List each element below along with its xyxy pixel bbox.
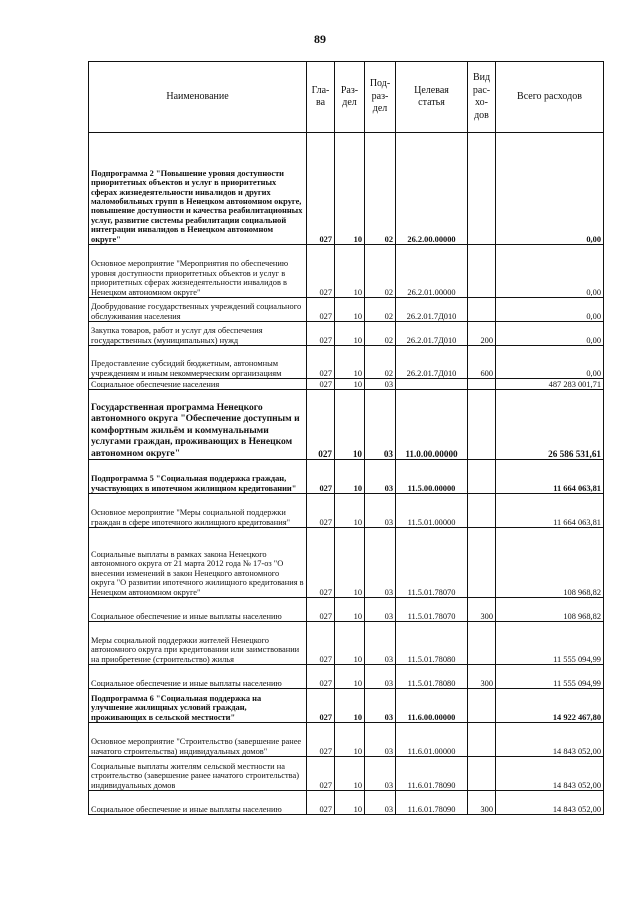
- row-vid: 600: [468, 346, 496, 379]
- row-target: 11.5.01.78080: [396, 665, 468, 689]
- row-target: [396, 379, 468, 390]
- row-glava: 027: [307, 723, 335, 757]
- row-podrazdel: 02: [365, 298, 396, 322]
- row-name: Социальное обеспечение и иные выплаты населению: [89, 665, 307, 689]
- table-row: [89, 689, 604, 723]
- row-podrazdel: 03: [365, 528, 396, 598]
- row-target: 11.5.01.00000: [396, 494, 468, 528]
- row-vid: [468, 133, 496, 245]
- row-vid: 200: [468, 322, 496, 346]
- row-glava: 027: [307, 245, 335, 298]
- row-razdel: 10: [335, 346, 365, 379]
- row-target: 26.2.01.7Д010: [396, 322, 468, 346]
- row-target: 11.5.00.00000: [396, 460, 468, 494]
- row-podrazdel: 03: [365, 689, 396, 723]
- row-podrazdel: 03: [365, 460, 396, 494]
- row-target: 11.5.01.78070: [396, 528, 468, 598]
- row-total: 0,00: [496, 298, 604, 322]
- row-total: 0,00: [496, 133, 604, 245]
- row-podrazdel: 03: [365, 494, 396, 528]
- row-name: Меры социальной поддержки жителей Ненецкого автономного округа при кредитовании или заимствовании на приобретение (строительство) жилья: [89, 622, 307, 665]
- row-name: Социальные выплаты жителям сельской местности на строительство (завершение ранее начатого строительства) индивидуальных домов: [89, 757, 307, 791]
- row-name: Социальное обеспечение и иные выплаты населению: [89, 598, 307, 622]
- row-name: Дообрудование государственных учреждений социального обслуживания населения: [89, 298, 307, 322]
- row-vid: [468, 689, 496, 723]
- row-podrazdel: 02: [365, 346, 396, 379]
- row-vid: 300: [468, 791, 496, 815]
- row-name: Основное мероприятие "Меры социальной поддержки граждан в сфере ипотечного жилищного кредитования": [89, 494, 307, 528]
- row-glava: 027: [307, 379, 335, 390]
- row-razdel: 10: [335, 379, 365, 390]
- row-vid: [468, 622, 496, 665]
- row-podrazdel: 03: [365, 757, 396, 791]
- page-number: 89: [314, 32, 326, 46]
- row-total: 14 843 052,00: [496, 791, 604, 815]
- header-razdel: Раз- дел: [335, 62, 365, 133]
- row-total: 0,00: [496, 245, 604, 298]
- row-total: 108 968,82: [496, 528, 604, 598]
- row-razdel: 10: [335, 598, 365, 622]
- row-razdel: 10: [335, 665, 365, 689]
- row-name: Подпрограмма 5 "Социальная поддержка граждан, участвующих в ипотечном жилищном кредитовании": [89, 460, 307, 494]
- row-glava: 027: [307, 460, 335, 494]
- row-target: 11.6.01.78090: [396, 757, 468, 791]
- table-row: [89, 133, 604, 245]
- row-total: 11 555 094,99: [496, 622, 604, 665]
- row-target: 26.2.01.00000: [396, 245, 468, 298]
- row-glava: 027: [307, 757, 335, 791]
- row-total: 14 843 052,00: [496, 723, 604, 757]
- row-razdel: 10: [335, 723, 365, 757]
- row-podrazdel: 02: [365, 245, 396, 298]
- row-podrazdel: 03: [365, 723, 396, 757]
- table-row: [89, 598, 604, 622]
- row-name: Основное мероприятие "Мероприятия по обеспечению уровня доступности приоритетных объектов и услуг в приоритетных сферах жизнедеятельности инвалидов в Ненецком автономном округе": [89, 245, 307, 298]
- row-glava: 027: [307, 622, 335, 665]
- budget-table: [88, 61, 604, 815]
- row-razdel: 10: [335, 494, 365, 528]
- row-vid: 300: [468, 598, 496, 622]
- row-podrazdel: 02: [365, 133, 396, 245]
- row-glava: 027: [307, 528, 335, 598]
- row-vid: [468, 245, 496, 298]
- row-name: Социальное обеспечение и иные выплаты населению: [89, 791, 307, 815]
- table-row: [89, 494, 604, 528]
- row-razdel: 10: [335, 298, 365, 322]
- row-razdel: 10: [335, 322, 365, 346]
- table-row: [89, 723, 604, 757]
- row-name: Закупка товаров, работ и услуг для обеспечения государственных (муниципальных) нужд: [89, 322, 307, 346]
- row-razdel: 10: [335, 622, 365, 665]
- row-target: 11.0.00.00000: [396, 390, 468, 460]
- row-glava: 027: [307, 494, 335, 528]
- row-vid: [468, 723, 496, 757]
- row-razdel: 10: [335, 133, 365, 245]
- row-razdel: 10: [335, 791, 365, 815]
- row-vid: [468, 528, 496, 598]
- row-target: 26.2.00.00000: [396, 133, 468, 245]
- header-target: Целевая статья: [396, 62, 468, 133]
- row-target: 11.6.00.00000: [396, 689, 468, 723]
- row-total: 11 664 063,81: [496, 494, 604, 528]
- row-razdel: 10: [335, 390, 365, 460]
- row-glava: 027: [307, 298, 335, 322]
- row-glava: 027: [307, 791, 335, 815]
- table-header-row: [89, 62, 604, 133]
- row-glava: 027: [307, 665, 335, 689]
- row-name: Подпрограмма 6 "Социальная поддержка на улучшение жилищных условий граждан, проживающих в сельской местности": [89, 689, 307, 723]
- row-total: 0,00: [496, 322, 604, 346]
- row-total: 0,00: [496, 346, 604, 379]
- row-podrazdel: 03: [365, 390, 396, 460]
- row-razdel: 10: [335, 528, 365, 598]
- row-podrazdel: 03: [365, 665, 396, 689]
- header-vid: Вид рас- хо- дов: [468, 62, 496, 133]
- header-glava: Гла- ва: [307, 62, 335, 133]
- row-glava: 027: [307, 598, 335, 622]
- row-vid: [468, 298, 496, 322]
- row-name: Основное мероприятие "Строительство (завершение ранее начатого строительства) индивидуальных домов": [89, 723, 307, 757]
- row-vid: [468, 390, 496, 460]
- row-total: 11 555 094,99: [496, 665, 604, 689]
- row-total: 26 586 531,61: [496, 390, 604, 460]
- table-row: [89, 379, 604, 390]
- row-total: 487 283 001,71: [496, 379, 604, 390]
- row-glava: 027: [307, 346, 335, 379]
- row-name: Социальное обеспечение населения: [89, 379, 307, 390]
- row-razdel: 10: [335, 460, 365, 494]
- row-podrazdel: 03: [365, 379, 396, 390]
- row-razdel: 10: [335, 689, 365, 723]
- table-row: [89, 665, 604, 689]
- table-row: [89, 390, 604, 460]
- header-podrazdel: Под- раз- дел: [365, 62, 396, 133]
- row-name: Государственная программа Ненецкого автономного округа "Обеспечение доступным и комфортным жильём и коммунальными услугами граждан, проживающих в Ненецком автономном округе": [89, 390, 307, 460]
- row-total: 14 843 052,00: [496, 757, 604, 791]
- row-podrazdel: 03: [365, 791, 396, 815]
- table-row: [89, 460, 604, 494]
- row-glava: 027: [307, 689, 335, 723]
- row-target: 11.5.01.78080: [396, 622, 468, 665]
- row-podrazdel: 02: [365, 322, 396, 346]
- header-name: Наименование: [89, 62, 307, 133]
- table-row: [89, 757, 604, 791]
- row-name: Подпрограмма 2 "Повышение уровня доступности приоритетных объектов и услуг в приоритетных сферах жизнедеятельности инвалидов и других маломобильных групп в Ненецком автономном округе, повышение доступности и качества реабилитационных услуг, развитие системы реабилитации социальной интеграции инвалидов в Ненецком автономном округе": [89, 133, 307, 245]
- row-vid: [468, 460, 496, 494]
- row-total: 108 968,82: [496, 598, 604, 622]
- row-vid: [468, 379, 496, 390]
- row-razdel: 10: [335, 757, 365, 791]
- row-vid: [468, 494, 496, 528]
- row-target: 26.2.01.7Д010: [396, 346, 468, 379]
- row-podrazdel: 03: [365, 622, 396, 665]
- row-name: Предоставление субсидий бюджетным, автономным учреждениям и иным некоммерческим организациям: [89, 346, 307, 379]
- table-row: [89, 298, 604, 322]
- row-vid: [468, 757, 496, 791]
- table-row: [89, 245, 604, 298]
- row-target: 26.2.01.7Д010: [396, 298, 468, 322]
- header-total: Всего расходов: [496, 62, 604, 133]
- table-row: [89, 622, 604, 665]
- row-vid: 300: [468, 665, 496, 689]
- table-row: [89, 346, 604, 379]
- row-glava: 027: [307, 133, 335, 245]
- row-podrazdel: 03: [365, 598, 396, 622]
- row-total: 11 664 063,81: [496, 460, 604, 494]
- row-total: 14 922 467,80: [496, 689, 604, 723]
- row-razdel: 10: [335, 245, 365, 298]
- row-target: 11.6.01.78090: [396, 791, 468, 815]
- row-glava: 027: [307, 322, 335, 346]
- row-target: 11.6.01.00000: [396, 723, 468, 757]
- row-target: 11.5.01.78070: [396, 598, 468, 622]
- table-row: [89, 791, 604, 815]
- row-name: Социальные выплаты в рамках закона Ненецкого автономного округа от 21 марта 2012 года № 17-оз "О внесении изменений в закон Ненецкого автономного округа "О развитии ипотечного жилищного кредитования в Ненецком автономном округе": [89, 528, 307, 598]
- table-row: [89, 322, 604, 346]
- row-glava: 027: [307, 390, 335, 460]
- table-row: [89, 528, 604, 598]
